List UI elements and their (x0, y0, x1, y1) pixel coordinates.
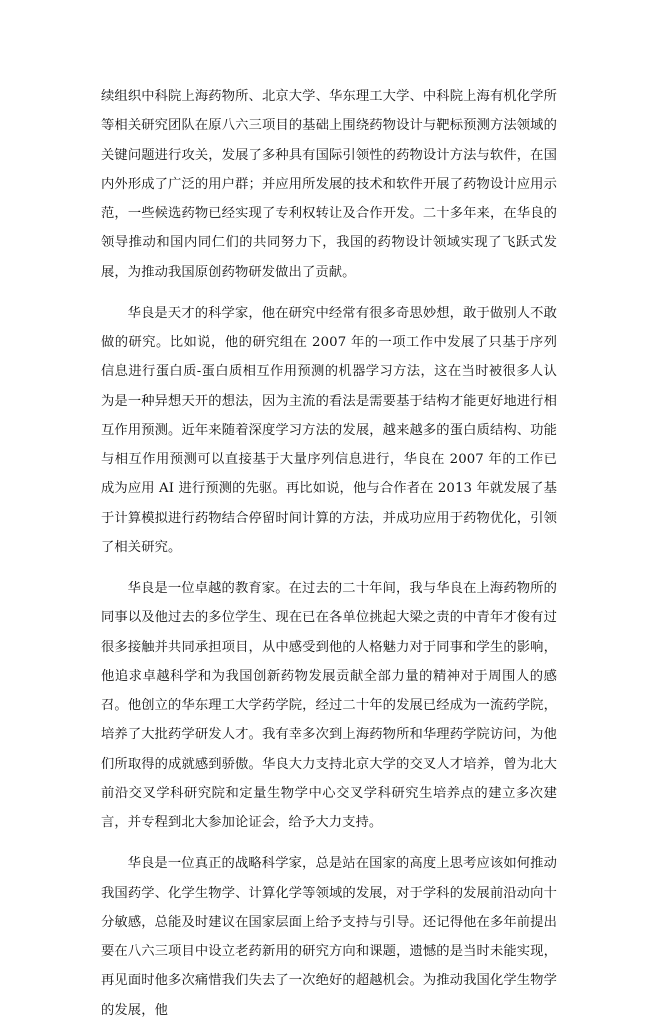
paragraph-strategic-scientist: 华良是一位真正的战略科学家，总是站在国家的高度上思考应该如何推动我国药学、化学生物学、计算化学等领域的发展，对于学科的发展前沿动向十分敏感，总能及时建议在国家层面上给予支持与引导。还记得他在多年前提出要在八六三项目中设立老药新用的研究方向和课题，遗憾的是当时未能实现，再见面时他多次痛惜我们失去了一次绝好的超越机会。为推动我国化学生物学的发展，他 (101, 856, 557, 1018)
paragraph-talented-scientist: 华良是天才的科学家，他在研究中经常有很多奇思妙想，敢于做别人不敢做的研究。比如说，他的研究组在 2007 年的一项工作中发展了只基于序列信息进行蛋白质-蛋白质相互作用预测的机器学习方法，这在当时被很多人认为是一种异想天开的想法，因为主流的看法是需要基于结构才能更好地进行相互作用预测。近年来随着深度学习方法的发展，越来越多的蛋白质结构、功能与相互作用预测可以直接基于大量序列信息进行，华良在 2007 年的工作已成为应用 AI 进行预测的先驱。再比如说，他与合作者在 2013 年就发展了基于计算模拟进行药物结合停留时间计算的方法，并成功应用于药物优化，引领了相关研究。 (101, 305, 557, 556)
paragraph-educator: 华良是一位卓越的教育家。在过去的二十年间，我与华良在上海药物所的同事以及他过去的多位学生、现在已在各单位挑起大梁之责的中青年才俊有过很多接触并共同承担项目，从中感受到他的人格魅力对于同事和学生的影响，他追求卓越科学和为我国创新药物发展贡献全部力量的精神对于周围人的感召。他创立的华东理工大学药学院，经过二十年的发展已经成为一流药学院，培养了大批药学研发人才。我有幸多次到上海药物所和华理药学院访问，为他们所取得的成就感到骄傲。华良大力支持北京大学的交叉人才培养，曾为北大前沿交叉学科研究院和定量生物学中心交叉学科研究生培养点的建立多次建言，并专程到北大参加论证会，给予大力支持。 (101, 580, 557, 831)
document-body (101, 82, 557, 1025)
paragraph-continuation: 续组织中科院上海药物所、北京大学、华东理工大学、中科院上海有机化学所等相关研究团队在原八六三项目的基础上围绕药物设计与靶标预测方法领域的关键问题进行攻关，发展了多种具有国际引领性的药物设计方法与软件，在国内外形成了广泛的用户群；并应用所发展的技术和软件开展了药物设计应用示范，一些候选药物已经实现了专利权转让及合作开发。二十多年来，在华良的领导推动和国内同仁们的共同努力下，我国的药物设计领域实现了飞跃式发展，为推动我国原创药物研发做出了贡献。 (101, 89, 557, 280)
